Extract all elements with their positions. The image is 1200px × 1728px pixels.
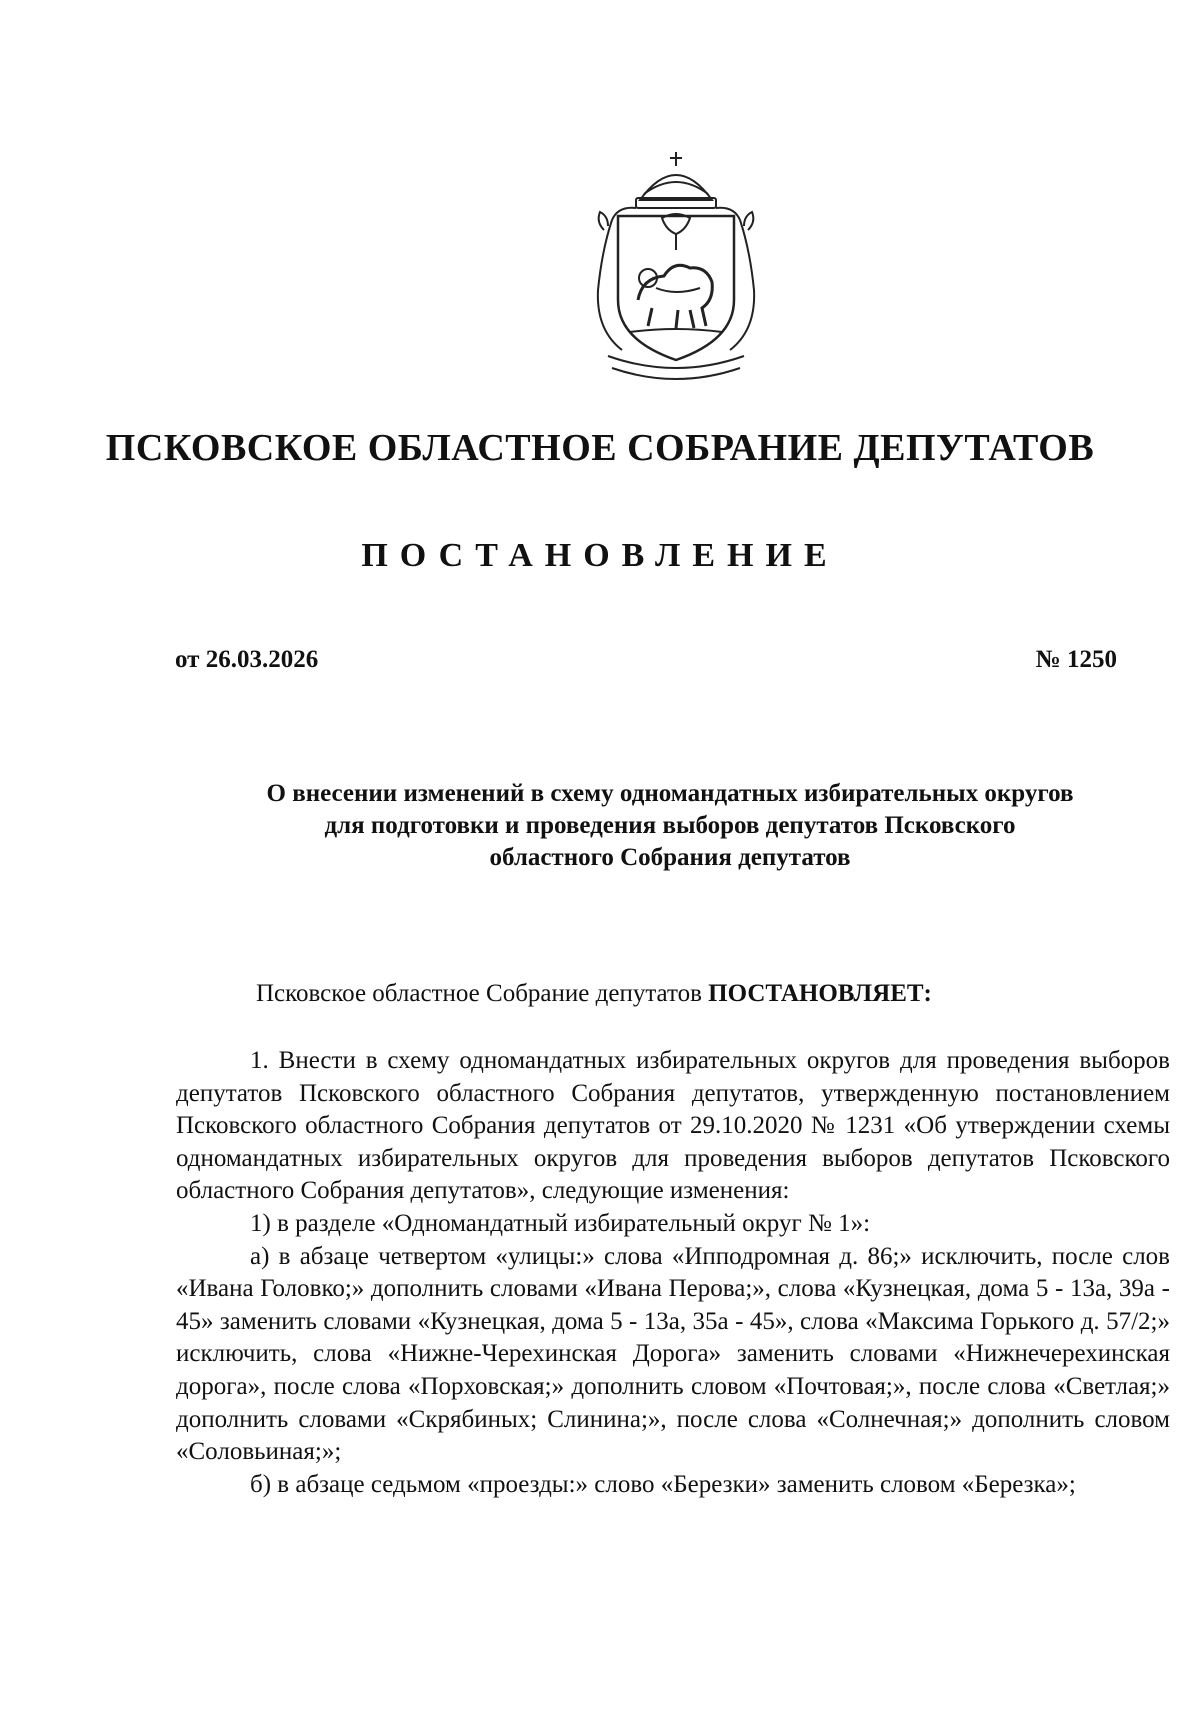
preamble (256, 980, 932, 1008)
subject-line: для подготовки и проведения выборов депутатов Псковского (324, 812, 1016, 839)
preamble-keyword: ПОСТАНОВЛЯЕТ: (708, 980, 932, 1007)
body-paragraph: 1. Внести в схему одномандатных избирательных округов для проведения выборов депутатов Псковского областного Собрания депутатов, утвержденную постановлением Псковского областного Собрания депутатов от 29.10.2020 № 1231 «Об утверждении схемы одномандатных избирательных округов для проведения выборов депутатов Псковского областного Собрания депутатов», следующие изменения: (176, 1047, 1170, 1205)
subject-line: областного Собрания депутатов (489, 844, 851, 871)
subject-line: О внесении изменений в схему одномандатных избирательных округов (266, 780, 1074, 807)
document-subject (170, 778, 1170, 874)
pskov-coat-of-arms-icon (578, 150, 774, 388)
body-paragraph: а) в абзаце четвертом «улицы:» слова «Ипподромная д. 86;» исключить, после слов «Ивана Головко;» дополнить словами «Ивана Перова;», слова «Кузнецкая, дома 5 - 13а, 39а - 45» заменить словами «Кузнецкая, дома 5 - 13а, 35а - 45», слова «Максима Горького д. 57/2;» исключить, слова «Нижне-Черехинская Дорога» заменить словами «Нижнечерехинская дорога», после слова «Порховская;» дополнить словом «Почтовая;», после слова «Светлая;» дополнить словами «Скрябиных; Слинина;», после слова «Солнечная;» дополнить словом «Соловьиная;»; (176, 1242, 1170, 1466)
body-paragraph: б) в абзаце седьмом «проезды:» слово «Березки» заменить словом «Березка»; (250, 1470, 1076, 1498)
document-number: № 1250 (1035, 646, 1117, 673)
document-body (176, 1045, 1170, 1501)
document-date: от 26.03.2026 (175, 646, 319, 673)
body-paragraph: 1) в разделе «Одномандатный избирательный округ № 1»: (250, 1209, 871, 1237)
org-title: ПСКОВСКОЕ ОБЛАСТНОЕ СОБРАНИЕ ДЕПУТАТОВ (105, 427, 1095, 469)
document-type: ПОСТАНОВЛЕНИЕ (361, 537, 839, 574)
preamble-text: Псковское областное Собрание депутатов (256, 980, 709, 1007)
coat-of-arms-emblem (578, 150, 774, 388)
